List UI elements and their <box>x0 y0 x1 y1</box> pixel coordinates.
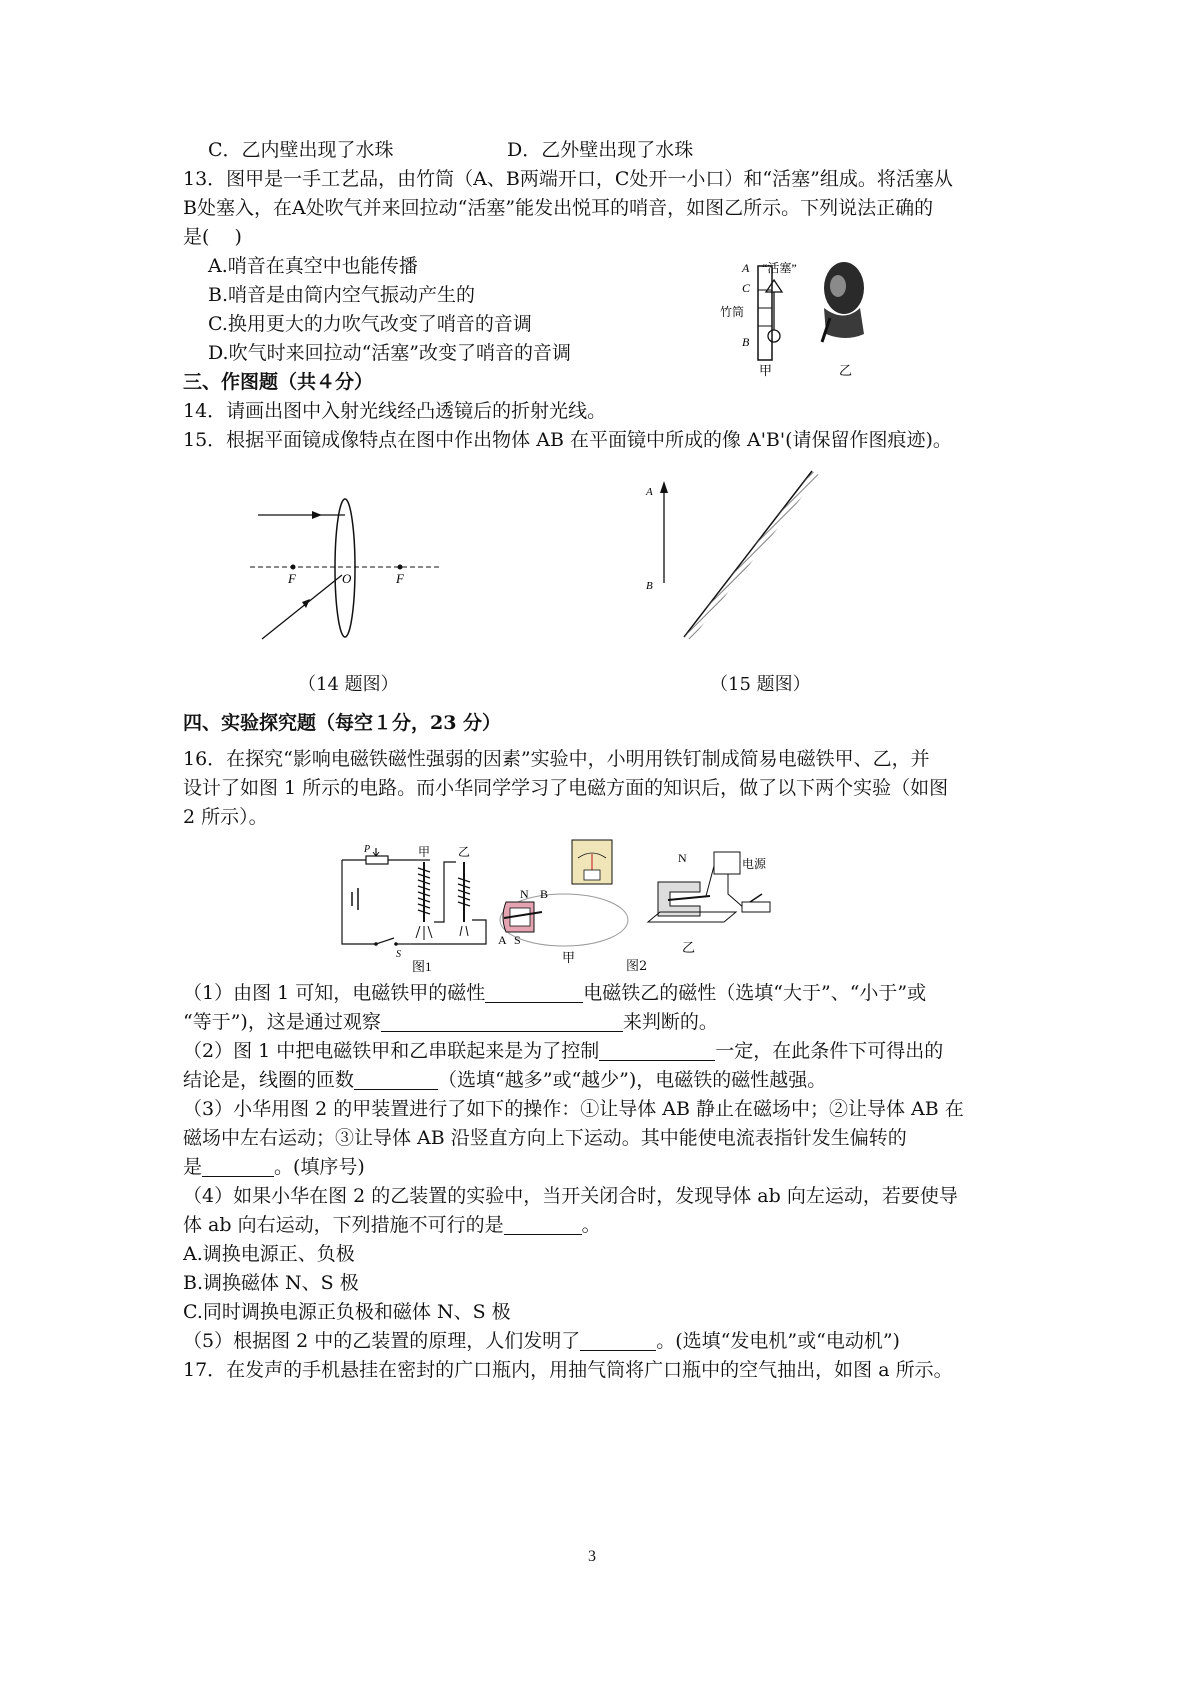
q16-part4-line2 <box>183 1210 601 1240</box>
q16-option-a: A.调换电源正、负极 <box>183 1243 355 1265</box>
q16-part2-text-c: 结论是，线圈的匝数 <box>183 1069 355 1091</box>
page-number: 3 <box>588 1548 596 1565</box>
q16-part4-line1: （4）如果小华在图 2 的乙装置的实验中，当开关闭合时，发现导体 ab 向左运动，若要使导 <box>183 1185 958 1207</box>
q16-part1-line2 <box>183 1007 718 1037</box>
q12-option-c: C．乙内壁出现了水珠 <box>208 139 394 161</box>
label-b: B <box>540 887 549 901</box>
answer-blank-3[interactable] <box>599 1038 715 1061</box>
label-b: B <box>742 335 750 349</box>
q16-part2-text-a: （2）图 1 中把电磁铁甲和乙串联起来是为了控制 <box>183 1040 600 1062</box>
q13-option-d: D.吹气时来回拉动“活塞”改变了哨音的音调 <box>208 342 572 364</box>
q16-part2-line1 <box>183 1036 943 1066</box>
rheostat <box>366 856 388 864</box>
q13-option-a: A.哨音在真空中也能传播 <box>208 255 418 277</box>
label-c: C <box>742 281 751 295</box>
electromagnet-yi <box>458 862 470 936</box>
focus-left <box>291 565 296 570</box>
label-jia: 甲 <box>418 845 431 859</box>
label-s: S <box>396 949 401 960</box>
answer-blank-1[interactable] <box>485 980 583 1003</box>
q14-caption: （14 题图） <box>298 674 399 695</box>
label-a: A <box>498 933 507 947</box>
label-f-left: F <box>288 571 296 586</box>
label-o: O <box>342 571 352 586</box>
switch <box>376 938 394 944</box>
q16-stem-line3: 2 所示）。 <box>183 806 268 828</box>
q13-stem-line1: 13．图甲是一手工艺品，由竹筒（A、B两端开口，C处开一小口）和“活塞”组成。将活塞从 <box>183 168 953 190</box>
q15-text: 15．根据平面镜成像特点在图中作出物体 AB 在平面镜中所成的像 A'B'(请保留作图痕迹)。 <box>183 429 952 451</box>
caption-figure-1: 图1 <box>412 959 432 974</box>
q13-stem-line2: B处塞入，在A处吹气并来回拉动“活塞”能发出悦耳的哨音，如图乙所示。下列说法正确的 <box>183 197 934 219</box>
label-p: P <box>364 844 371 855</box>
q16-part1-text-c: “等于”)，这是通过观察 <box>183 1011 381 1033</box>
q16-part3-line2: 磁场中左右运动；③让导体 AB 沿竖直方向上下运动。其中能使电流表指针发生偏转的 <box>183 1127 907 1149</box>
answer-blank-7[interactable] <box>580 1328 656 1351</box>
bamboo-tube <box>758 266 772 360</box>
q16-part4-text-c: 。 <box>581 1214 601 1236</box>
label-power: 电源 <box>742 857 767 871</box>
q16-part5-text-a: （5）根据图 2 中的乙装置的原理，人们发明了 <box>183 1330 581 1352</box>
q16-part5-text-b: 。(选填“发电机”或“电动机”) <box>656 1330 900 1352</box>
q16-part3-line3 <box>183 1152 365 1182</box>
q13-option-b: B.哨音是由筒内空气振动产生的 <box>208 284 476 306</box>
q16-figure-2-jia <box>496 834 636 974</box>
label-n: N <box>520 887 529 901</box>
switch-2 <box>742 902 770 912</box>
q16-part4-text-b: 体 ab 向右运动，下列措施不可行的是 <box>183 1214 504 1236</box>
q16-part2-text-b: 一定，在此条件下可得出的 <box>715 1040 944 1062</box>
piston-ring <box>768 330 780 342</box>
answer-blank-2[interactable] <box>381 1009 623 1032</box>
label-yi: 乙 <box>458 845 471 859</box>
q13-stem-line3: 是( ) <box>183 226 242 248</box>
q13-option-c: C.换用更大的力吹气改变了哨音的音调 <box>208 313 532 335</box>
power-supply <box>714 852 740 874</box>
label-piston: “活塞” <box>762 261 797 275</box>
focus-right <box>398 565 403 570</box>
q16-part3-text-c: 是 <box>183 1156 203 1178</box>
incident-ray-2 <box>262 575 342 639</box>
caption-sub-jia: 甲 <box>562 950 576 965</box>
section-4-title: 四、实验探究题（每空１分，23 分） <box>183 712 502 734</box>
label-a: A <box>742 261 750 275</box>
label-b: B <box>646 580 653 592</box>
q16-part1-text-a: （1）由图 1 可知，电磁铁甲的磁性 <box>183 982 486 1004</box>
q16-part1-text-b: 电磁铁乙的磁性（选填“大于”、“小于”或 <box>583 982 927 1004</box>
q16-part3-text-d: 。(填序号) <box>274 1156 365 1178</box>
caption-sub-yi: 乙 <box>682 940 696 955</box>
answer-blank-6[interactable] <box>504 1212 582 1235</box>
q16-part1-line1 <box>183 978 926 1008</box>
convex-lens <box>335 499 355 637</box>
q12-option-d: D．乙外壁出现了水珠 <box>507 139 694 161</box>
q16-stem-line2: 设计了如图 1 所示的电路。而小华同学学习了电磁方面的知识后，做了以下两个实验（如图 <box>183 777 949 799</box>
mirror-hatching <box>684 471 819 640</box>
answer-blank-5[interactable] <box>202 1154 274 1177</box>
q16-part5-line <box>183 1326 900 1356</box>
label-s: S <box>514 933 521 947</box>
caption-figure-2: 图2 <box>626 959 648 974</box>
caption-jia: 甲 <box>759 363 773 378</box>
conductor-ab <box>668 896 710 900</box>
label-a: A <box>646 486 653 498</box>
q15-caption: （15 题图） <box>710 674 811 695</box>
q16-stem-line1: 16．在探究“影响电磁铁磁性强弱的因素”实验中，小明用铁钉制成简易电磁铁甲、乙，并 <box>183 748 930 770</box>
q13-figure <box>720 238 896 378</box>
q16-part3-line1: （3）小华用图 2 的甲装置进行了如下的操作：①让导体 AB 静止在磁场中；②让导体 AB 在 <box>183 1098 964 1120</box>
electromagnet-jia <box>416 862 432 940</box>
q14-lens-figure <box>250 495 450 640</box>
caption-yi: 乙 <box>839 363 853 378</box>
q16-figure-1 <box>336 842 496 972</box>
q16-option-b: B.调换磁体 N、S 极 <box>183 1272 359 1294</box>
q16-part2-text-d: （选填“越多”或“越少”)，电磁铁的磁性越强。 <box>438 1069 827 1091</box>
q16-option-c: C.同时调换电源正负极和磁体 N、S 极 <box>183 1301 511 1323</box>
section-3-title: 三、作图题（共４分） <box>183 371 374 393</box>
q16-part1-text-d: 来判断的。 <box>622 1011 718 1033</box>
label-tube: 竹筒 <box>720 305 745 319</box>
q16-figure-2-yi <box>640 838 790 974</box>
q16-part2-line2 <box>183 1065 826 1095</box>
q17-text: 17．在发声的手机悬挂在密封的广口瓶内，用抽气筒将广口瓶中的空气抽出，如图 a 所示。 <box>183 1359 953 1381</box>
label-f-right: F <box>396 571 404 586</box>
q15-mirror-figure <box>636 465 846 640</box>
answer-blank-4[interactable] <box>354 1067 438 1090</box>
label-n2: N <box>678 851 687 865</box>
q14-text: 14．请画出图中入射光线经凸透镜后的折射光线。 <box>183 400 607 422</box>
